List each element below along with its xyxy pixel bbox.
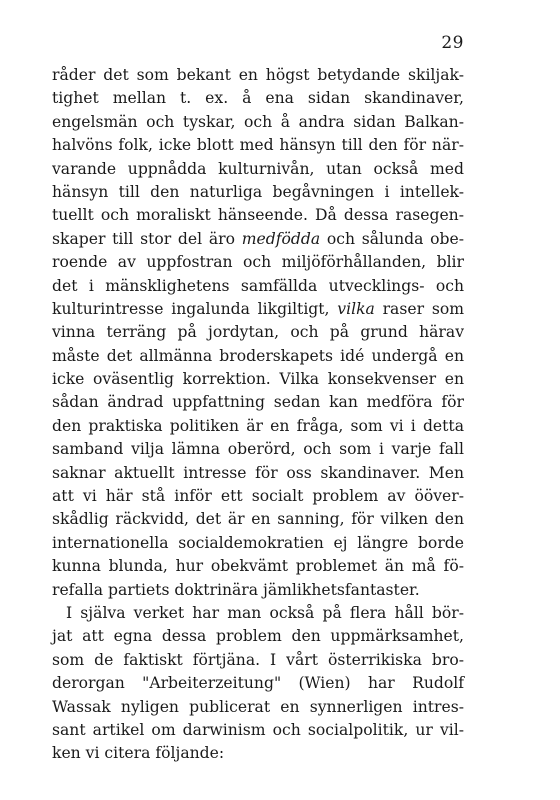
text-line: det i mänsklighetens samfällda utvecklings- och bbox=[52, 276, 464, 295]
text-line: tighet mellan t. ex. å ena sidan skandinaver, bbox=[52, 89, 464, 108]
text-line: internationella socialdemokratien ej längre borde bbox=[52, 533, 464, 552]
text-line: den praktiska politiken är en fråga, som vi i detta bbox=[52, 416, 464, 435]
text-line: icke oväsentlig korrektion. Vilka konsekvenser en bbox=[52, 370, 464, 389]
text-line: som de faktiskt förtjäna. I vårt österrikiska bro- bbox=[52, 650, 464, 669]
text-line: samband vilja lämna oberörd, och som i varje fall bbox=[52, 440, 464, 459]
body-text bbox=[52, 64, 464, 766]
text-line: skådlig räckvidd, det är en sanning, för vilken den bbox=[52, 510, 464, 529]
text-line: att vi här stå inför ett socialt problem av ööver- bbox=[52, 487, 464, 506]
text-line: sant artikel om darwinism och socialpolitik, ur vil- bbox=[52, 720, 464, 739]
text-line: tuellt och moraliskt hänseende. Då dessa rasegen- bbox=[52, 206, 464, 225]
text-line: refalla partiets doktrinära jämlikhetsfantaster. bbox=[52, 580, 420, 599]
text-line: råder det som bekant en högst betydande skiljak- bbox=[52, 66, 464, 84]
text-line: Wassak nyligen publicerat en synnerligen intres- bbox=[52, 697, 464, 716]
text-line: måste det allmänna broderskapets idé undergå en bbox=[52, 346, 464, 365]
text-line: halvöns folk, icke blott med hänsyn till den för när- bbox=[52, 136, 464, 155]
text-line: I själva verket har man också på flera håll bör- bbox=[66, 603, 464, 622]
page-number: 29 bbox=[441, 33, 464, 53]
emphasis: medfödda bbox=[241, 229, 321, 248]
text-line: derorgan "Arbeiterzeitung" (Wien) har Rudolf bbox=[52, 674, 464, 693]
text-line: jat att egna dessa problem den uppmärksamhet, bbox=[52, 627, 464, 646]
text-line: skaper till stor del äro medfödda och sålunda obe- bbox=[52, 229, 464, 248]
text-line: varande uppnådda kulturnivån, utan också med bbox=[52, 159, 464, 178]
text-line: sådan ändrad uppfattning sedan kan medföra för bbox=[52, 393, 464, 412]
text-line: kunna blunda, hur obekvämt problemet än må fö- bbox=[52, 557, 464, 576]
text-line: engelsmän och tyskar, och å andra sidan Balkan- bbox=[52, 112, 464, 131]
text-line: kulturintresse ingalunda likgiltigt, vilka raser som bbox=[52, 299, 464, 318]
emphasis: vilka bbox=[337, 299, 375, 318]
paragraph-2 bbox=[52, 602, 464, 766]
text-line: vinna terräng på jordytan, och på grund härav bbox=[52, 323, 464, 342]
text-line: ken vi citera följande: bbox=[52, 744, 225, 763]
text-line: roende av uppfostran och miljöförhållanden, blir bbox=[52, 253, 464, 272]
text-line: saknar aktuellt intresse för oss skandinaver. Men bbox=[52, 463, 464, 482]
text-line: hänsyn till den naturliga begåvningen i intellek- bbox=[52, 182, 464, 201]
paragraph-1 bbox=[52, 64, 464, 602]
